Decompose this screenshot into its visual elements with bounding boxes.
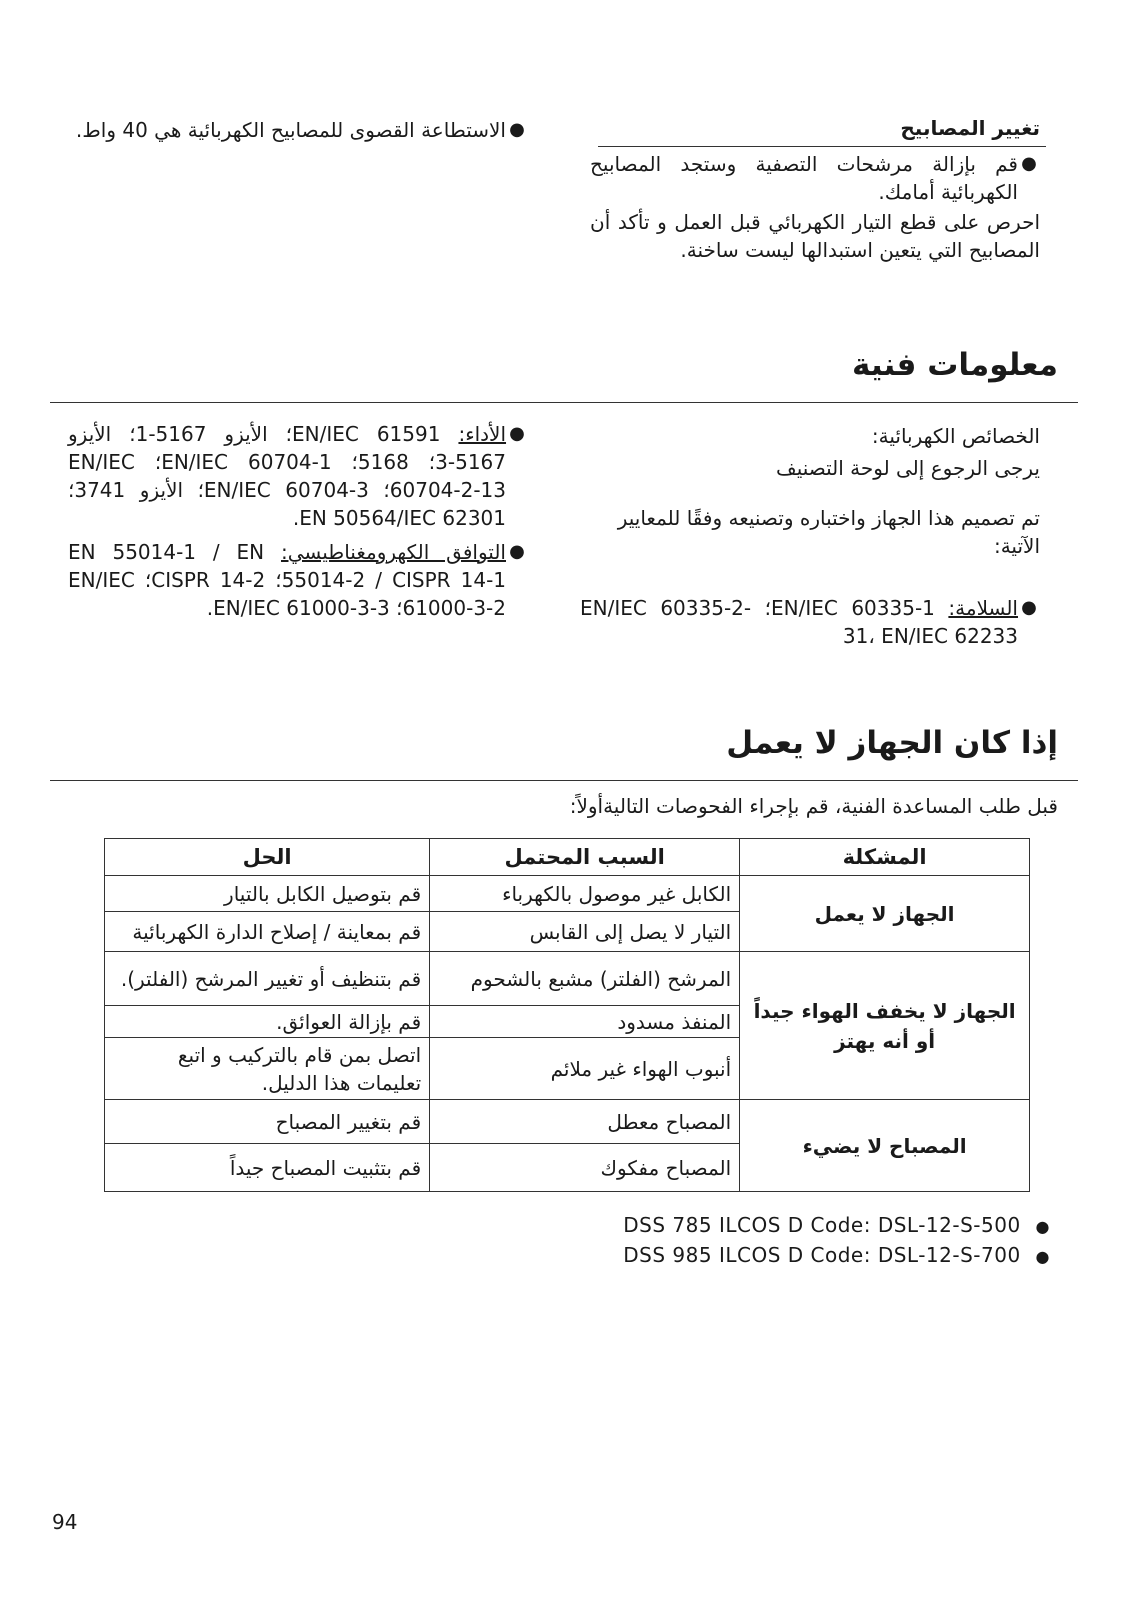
tech-info-title: معلومات فنية — [852, 347, 1058, 383]
header-problem: المشكلة — [740, 839, 1030, 876]
solution-cell: قم بمعاينة / إصلاح الدارة الكهربائية — [105, 912, 430, 952]
solution-cell: اتصل بمن قام بالتركيب و اتبع تعليمات هذا الدليل. — [105, 1038, 430, 1100]
bullet-dot-icon: ● — [509, 423, 525, 444]
problem-cell: المصباح لا يضيء — [740, 1100, 1030, 1192]
cause-cell: المصباح مفكوك — [430, 1144, 740, 1192]
bullet-dot-icon: ● — [1021, 153, 1037, 174]
electrical-specs-label: الخصائص الكهربائية: — [871, 424, 1040, 448]
bullet-dot-icon: ● — [509, 119, 525, 140]
power-note-bullet: ● الاستطاعة القصوى للمصابيح الكهربائية هي 40 واط. — [68, 116, 528, 144]
performance-label: الأداء: — [458, 422, 507, 446]
table-header-row — [105, 839, 1030, 876]
performance-standards: EN/IEC 61591؛ الأيزو 5167-1؛ الأيزو 5167-3؛ 5168؛ EN/IEC 60704-1؛ EN/IEC 60704-2-13؛ EN/IEC 60704-3؛ الأيزو 3741؛ EN 50564/IEC 62301. — [68, 422, 507, 530]
header-cause: السبب المحتمل — [430, 839, 740, 876]
safety-label: السلامة: — [948, 596, 1018, 620]
solution-cell: قم بتوصيل الكابل بالتيار — [105, 876, 430, 912]
performance-bullet — [68, 420, 528, 532]
solution-cell: قم بتغيير المصباح — [105, 1100, 430, 1144]
solution-cell: قم بتثبيت المصباح جيداً — [105, 1144, 430, 1192]
bullet-dot-icon: ● — [1035, 1247, 1050, 1266]
lamp-code-text: DSS 985 ILCOS D Code: DSL-12-S-700 — [623, 1243, 1021, 1267]
problem-cell: الجهاز لا يخفف الهواء جيداً أو أنه يهتز — [740, 952, 1030, 1100]
bullet-dot-icon: ● — [1021, 597, 1037, 618]
header-solution: الحل — [105, 839, 430, 876]
solution-cell: قم بإزالة العوائق. — [105, 1006, 430, 1038]
safety-bullet — [580, 594, 1040, 650]
lamp-code-item — [623, 1210, 1050, 1242]
table-row — [105, 876, 1030, 912]
table-row — [105, 1100, 1030, 1144]
cause-cell: المنفذ مسدود — [430, 1006, 740, 1038]
safety-standards: EN/IEC 60335-1؛ EN/IEC 60335-2-31، EN/IEC 62233 — [580, 596, 1018, 648]
bullet-dot-icon: ● — [509, 541, 525, 562]
problem-cell: الجهاز لا يعمل — [740, 876, 1030, 952]
troubleshoot-divider — [50, 780, 1078, 781]
cause-cell: أنبوب الهواء غير ملائم — [430, 1038, 740, 1100]
design-standards-text: تم تصميم هذا الجهاز واختباره وتصنيعه وفقًا للمعايير الآتية: — [617, 506, 1040, 558]
cause-cell: المصباح معطل — [430, 1100, 740, 1144]
change-lamps-title: تغيير المصابيح — [900, 116, 1040, 140]
cause-cell: الكابل غير موصول بالكهرباء — [430, 876, 740, 912]
cause-cell: التيار لا يصل إلى القابس — [430, 912, 740, 952]
lamp-code-text: DSS 785 ILCOS D Code: DSL-12-S-500 — [623, 1213, 1021, 1237]
solution-cell: قم بتنظيف أو تغيير المرشح (الفلتر). — [105, 952, 430, 1006]
change-lamps-bullet: ● قم بإزالة مرشحات التصفية وستجد المصابيح الكهربائية أمامك. — [590, 150, 1040, 206]
electrical-specs-text: يرجى الرجوع إلى لوحة التصنيف — [775, 456, 1040, 480]
change-lamps-divider — [598, 146, 1046, 147]
lamp-code-item — [623, 1240, 1050, 1272]
tech-info-divider — [50, 402, 1078, 403]
troubleshooting-table — [104, 838, 1030, 1192]
bullet-dot-icon: ● — [1035, 1217, 1050, 1236]
cause-cell: المرشح (الفلتر) مشبع بالشحوم — [430, 952, 740, 1006]
emc-bullet — [68, 538, 528, 622]
page-number: 94 — [52, 1510, 78, 1534]
table-row — [105, 952, 1030, 1006]
emc-standards: EN 55014-1 / EN 55014-2 / CISPR 14-1؛ CISPR 14-2؛ EN/IEC 61000-3-2؛ EN/IEC 61000-3-3. — [68, 540, 507, 620]
change-lamps-warning: احرص على قطع التيار الكهربائي قبل العمل و تأكد أن المصابيح التي يتعين استبدالها ليست ساخنة. — [590, 210, 1040, 262]
troubleshoot-title: إذا كان الجهاز لا يعمل — [726, 725, 1058, 761]
emc-label: التوافق الكهرومغناطيسي: — [281, 540, 506, 564]
troubleshoot-intro: قبل طلب المساعدة الفنية، قم بإجراء الفحوصات التاليةأولاً: — [569, 794, 1058, 818]
